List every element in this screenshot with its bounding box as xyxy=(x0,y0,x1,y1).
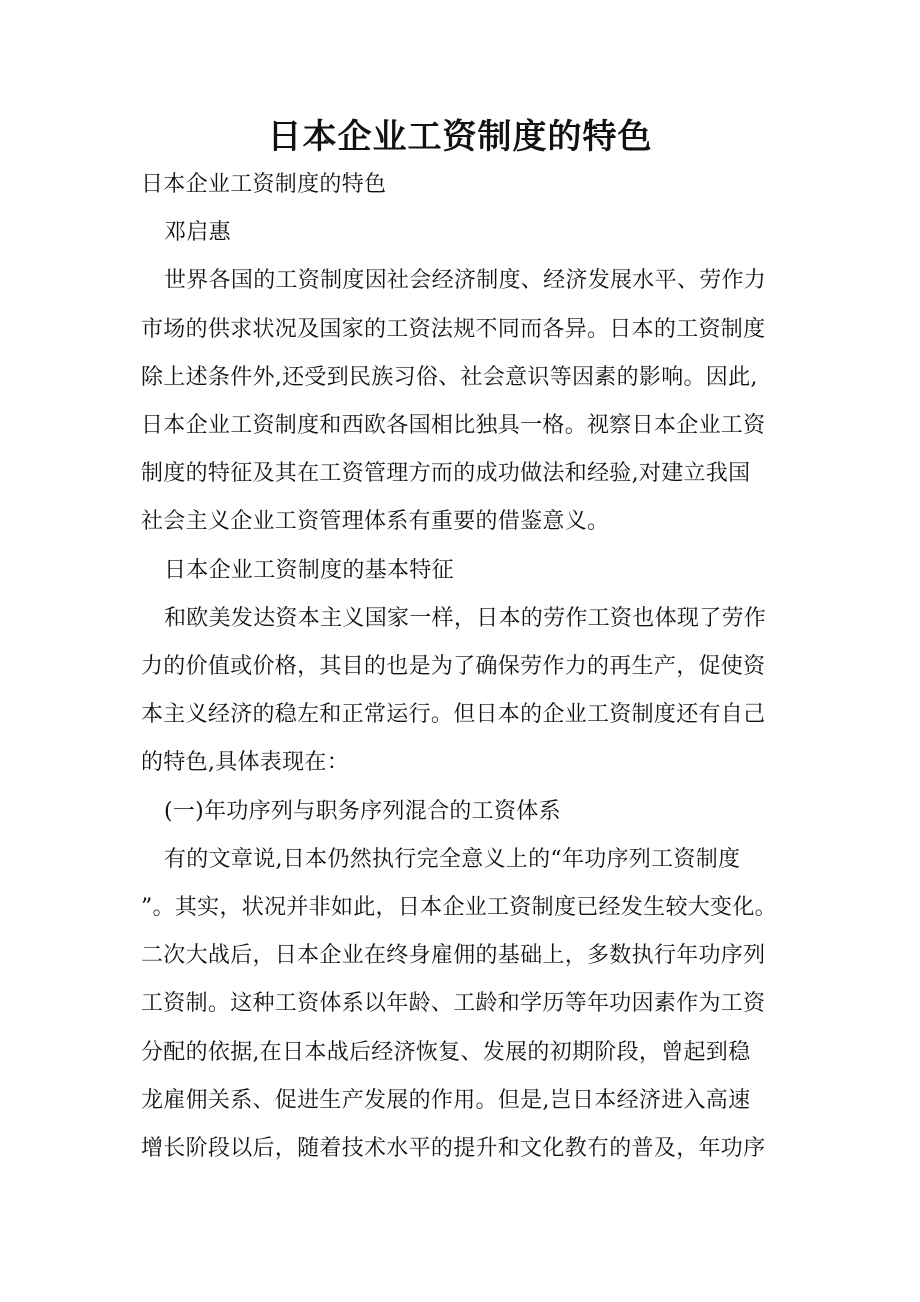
paragraph-line: 市场的供求状况及国家的工资法规不同而各异。日本的工资制度 xyxy=(141,317,766,342)
paragraph-line: 世界各国的工资制度因社会经济制度、经济发展水平、劳作力 xyxy=(164,268,767,293)
author-line: 邓启惠 xyxy=(164,220,231,245)
paragraph-line: 本主义经济的稳左和正常运行。但日本的企业工资制度还有自己 xyxy=(141,702,766,727)
paragraph-line: 和欧美发达资本主义国家一样，日本的劳作工资也体现了劳作 xyxy=(164,606,767,631)
paragraph-line: 有的文章说,日本仍然执行完全意义上的“年功序列工资制度 xyxy=(164,847,741,872)
paragraph-line: 力的价值或价格，其目的也是为了确保劳作力的再生产，促使资 xyxy=(141,654,766,679)
paragraph-line: 工资制。这种工资体系以年龄、工龄和学历等年功因素作为工资 xyxy=(141,991,766,1016)
subsection-heading: (一)年功序列与职务序列混合的工资体系 xyxy=(164,799,561,824)
section-heading: 日本企业工资制度的基本特征 xyxy=(164,558,454,583)
document-title: 日本企业工资制度的特色 xyxy=(267,117,653,157)
paragraph-line: 增长阶段以后，随着技术水平的提升和文化教冇的普及，年功序 xyxy=(141,1136,766,1161)
paragraph-line: 龙雇佣关系、促进生产发展的作用。但是,岂日本经济进入高速 xyxy=(141,1088,751,1113)
paragraph-line: 的特色,具体表现在： xyxy=(141,750,349,775)
paragraph-line: 社会主义企业工资管理体系有重要的借鉴意义。 xyxy=(141,509,610,534)
subtitle-line: 日本企业工资制度的特色 xyxy=(141,172,387,197)
paragraph-line: 除上述条件外,还受到民族习俗、社会意识等因素的影响。因此, xyxy=(141,365,758,390)
paragraph-line: 分配的依据,在日本战后经济恢复、发展的初期阶段，曾起到稳 xyxy=(141,1040,751,1065)
paragraph-line: 日本企业工资制度和西欧各国相比独具一格。视察日本企业工资 xyxy=(141,413,766,438)
paragraph-line: 制度的特征及其在工资管理方而的成功做法和经验,对建立我国 xyxy=(141,461,751,486)
paragraph-line: ”。其实，状况并非如此，日本企业工资制度已经发生较大变化。 xyxy=(141,895,777,920)
paragraph-line: 二次大战后，日本企业在终身雇佣的基础上，多数执行年功序列 xyxy=(141,943,766,968)
